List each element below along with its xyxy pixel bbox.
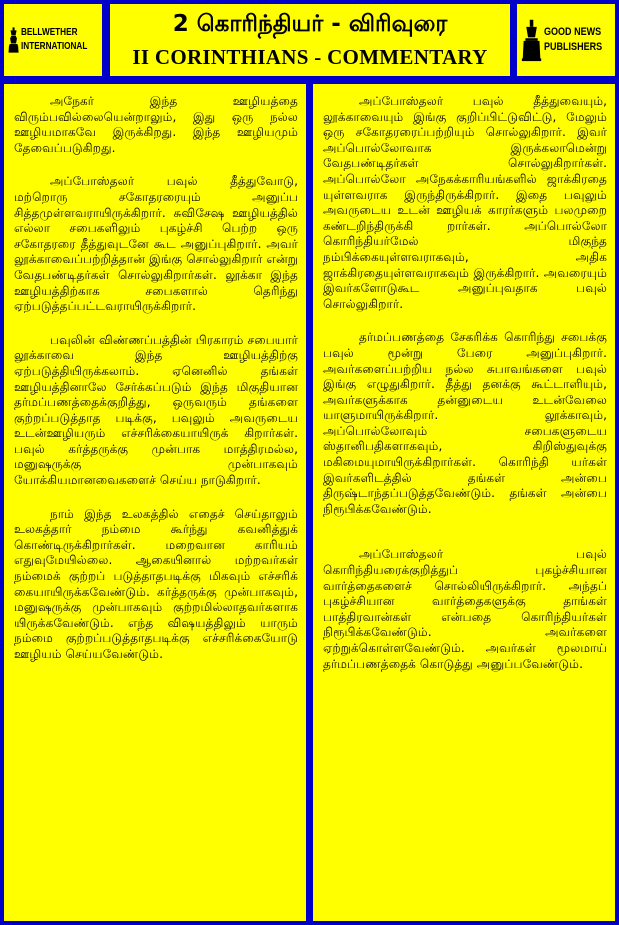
left-paragraph-4: நாம் இந்த உலகத்தில் எதைச் செய்தாலும் உலகத்தார் நம்மை கூர்ந்து கவனித்துக் கொண்டிருக்கிறார்கள். மறைவான காரியம் எதுவுமேயில்லை. ஆகையினால் மற்றவர்கள் நம்மைக் குற்றப் படுத்தாதபடிக்கு மிகவும் எச்சரிக் கையாயிருக்கவேண்டும். கர்த்தருக்கு முன்பாகவும், மனுஷருக்கு முன்பாகவும் குற்றமில்லாதவர்களாக யிருக்கவேண்டும். எந்த விஷயத்திலும் யாரும் நம்மை குற்றப்படுத்தாதபடிக்கு எச்சரிக்கையோடு ஊழியம் செய்யவேண்டும்.	[14, 506, 298, 661]
left-paragraph-1: அநேகர் இந்த ஊழியத்தை விரும்பவில்லையென்றாலும், இது ஒரு நல்ல ஊழியமாகவே இருக்கிறது. இந்த ஊழியமும் தேவைப்படுகிறது.	[14, 94, 298, 155]
right-paragraph-1: அப்போஸ்தலர் பவுல் தீத்துவையும், லூக்காவையும் இங்கு குறிப்பிட்டுவிட்டு, மேலும் ஒரு சகோதரரைப்பற்றியும் சொல்லுகிறார். இவர் அப்பொல்லோவாக இருக்கலாமென்று வேதபண்டிதர்கள் சொல்லுகிறார்கள். அப்பொல்லோ அநேகக்காரியங்களில் ஜாக்கிரதை யுள்ளவராக இருந்திருக்கிறார். இதை பவுலும் அவருடைய உடன் ஊழியக் காரர்களும் பலமுறை கண்டறிந்திருக்கி றார்கள். அப்பொல்லோ கொரிந்தியர்மேல் மிகுந்த நம்பிக்கையுள்ளவராகவும், அதிக ஜாக்கிரதையுள்ளவராகவும் இருக்கிறார். அவரையும் இவர்களோடுகூட அனுப்புவதாக பவுல் சொல்லுகிறார்.	[323, 94, 607, 311]
right-column	[313, 84, 615, 921]
logo-left-line1: BELLWETHER	[21, 27, 78, 38]
bellwether-logo	[4, 4, 102, 76]
right-paragraph-2: தர்மப்பணத்தை சேகரிக்க கொரிந்து சபைக்கு பவுல் மூன்று பேரை அனுப்புகிறார். அவர்களைப்பற்றிய நல்ல சுபாவங்களை பவுல் இங்கு எழுதுகிறார். தீத்து தனக்கு கூட்டாளியும், அவர்களுக்காக தன்னுடைய உடன்வேலை யாளுமாயிருக்கிறார். லூக்காவும், அப்பொல்லோவும் சபைகளுடைய ஸ்தானிபதிகளாகவும், கிறிஸ்துவுக்கு மகிமையுமாயிருக்கிறார்கள். கொரிந்தி யர்கள் இவர்களிடத்தில் தங்கள் அன்பை திருஷ்டாந்தப்படுத்தவேண்டும். தங்கள் அன்பை நிரூபிக்கவேண்டும்.	[323, 330, 607, 516]
left-paragraph-2: அப்போஸ்தலர் பவுல் தீத்துவோடு, மற்றொரு சகோதரரையும் அனுப்ப சித்தமுள்ளவராயிருக்கிறார். சுவிசேஷ ஊழியத்தில் எல்லா சபைகளிலும் புகழ்ச்சி பெற்ற ஒரு சகோதரரை தீத்துவுடனே கூட அனுப்புகிறார். அவர் லூக்காவைப்பற்றித்தான் இங்கு சொல்லுகிறார் என்று வேதபண்டிதர்கள் சொல்லுகிறார்கள். லூக்கா இந்த ஊழியத்திற்காக சபைகளால் தெரிந்து ஏற்படுத்தப்பட்டவராயிருக்கிறார்.	[14, 174, 298, 314]
logo-left-line2: INTERNATIONAL	[21, 41, 88, 52]
title-tamil: 2 கொரிந்தியர் - விரிவுரை	[172, 11, 448, 37]
good-news-logo	[517, 4, 615, 76]
tower-icon	[521, 15, 542, 65]
bell-tower-icon	[8, 13, 19, 67]
title-english: II CORINTHIANS - COMMENTARY	[132, 45, 488, 69]
logo-right-line1: GOOD NEWS	[544, 26, 602, 38]
left-paragraph-3: பவுலின் விண்ணப்பத்தின் பிரகாரம் சபையார் லூக்காவை இந்த ஊழியத்திற்கு ஏற்படுத்தியிருக்கலாம். ஏனெனில் தங்கள் ஊழியத்தினாலே சேர்க்கப்படும் இந்த மிகுதியான தர்மப்பணத்தைக்குறித்து, ஒருவரும் தங்களை குற்றப்படுத்தாத படிக்கு, பவுலும் அவருடைய உடன்ஊழியரும் எச்சரிக்கையாயிருக் கிறார்கள். பவுல் கர்த்தருக்கு முன்பாக மாத்திரமல்ல, மனுஷருக்கு முன்பாகவும் யோக்கியமானவைகளைச் செய்ய நாடுகிறார்.	[14, 332, 298, 488]
left-column	[4, 84, 306, 921]
logo-right-line2: PUBLISHERS	[544, 41, 603, 53]
title-banner	[110, 4, 510, 76]
right-paragraph-3: அப்போஸ்தலர் பவுல் கொரிந்தியரைக்குறித்துப் புகழ்ச்சியான வார்த்தைகளைச் சொல்லியிருக்கிறார். அந்தப் புகழ்ச்சியான வார்த்தைகளுக்கு தாங்கள் பாத்திரவான்கள் என்பதை கொரிந்தியர்கள் நிரூபிக்கவேண்டும். அவர்களை ஏற்றுக்கொள்ளவேண்டும். அவர்கள் மூலமாய் தர்மப்பணத்தைக் கொடுத்து அனுப்பவேண்டும்.	[323, 547, 607, 671]
